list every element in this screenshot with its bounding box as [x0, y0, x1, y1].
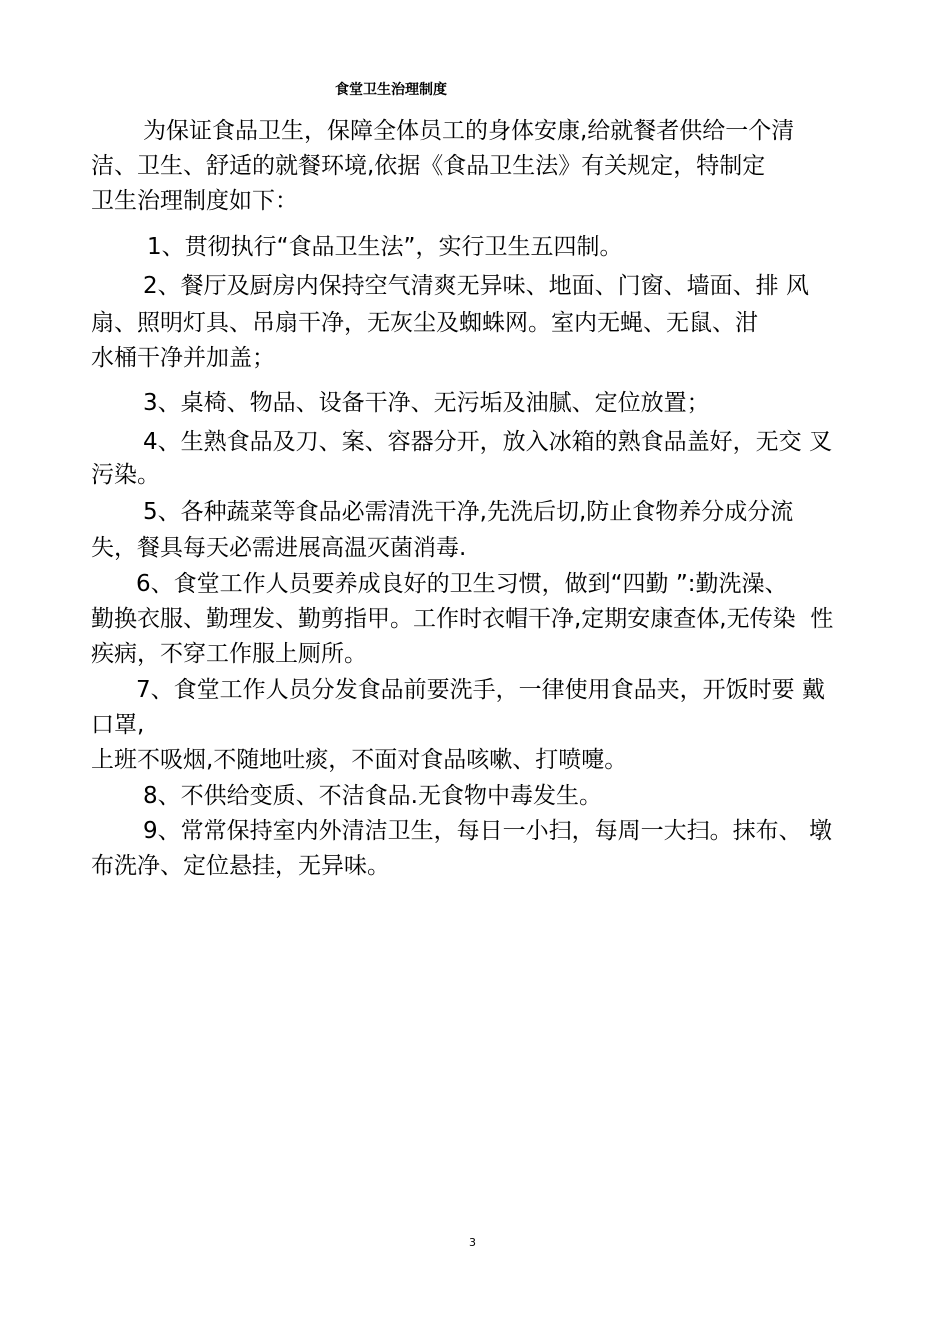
text-line: 布洗净、定位悬挂，无异味。: [91, 853, 390, 879]
text-line: 卫生治理制度如下：: [91, 188, 298, 214]
text-line: 4、生熟食品及刀、案、容器分开，放入冰箱的熟食品盖好，无交 叉: [143, 429, 832, 455]
text-line: 勤换衣服、勤理发、勤剪指甲。工作时衣帽干净,定期安康查体,无传染 性: [91, 606, 834, 632]
text-line: 8、不供给变质、不洁食品.无食物中毒发生。: [143, 783, 602, 809]
text-line: 5、各种蔬菜等食品必需清洗干净,先洗后切,防止食物养分成分流: [143, 499, 794, 525]
text-line: 污染。: [91, 462, 160, 488]
text-line: 6、食堂工作人员要养成良好的卫生习惯，做到“四勤 ”:勤洗澡、: [136, 571, 788, 597]
text-line: 疾病，不穿工作服上厕所。: [91, 641, 367, 667]
document-title: 食堂卫生治理制度: [335, 82, 447, 98]
text-line: 洁、卫生、舒适的就餐环境,依据《食品卫生法》有关规定，特制定: [91, 153, 766, 179]
page-number: 3: [469, 1236, 476, 1249]
text-line: 失，餐具每天必需进展高温灭菌消毒.: [91, 535, 467, 561]
text-line: 9、常常保持室内外清洁卫生，每日一小扫，每周一大扫。抹布、 墩: [143, 818, 832, 844]
text-line: 口罩,: [91, 712, 145, 738]
text-line: 为保证食品卫生，保障全体员工的身体安康,给就餐者供给一个清: [143, 118, 795, 144]
text-line: 3、桌椅、物品、设备干净、无污垢及油腻、定位放置；: [143, 390, 710, 416]
text-line: 1、贯彻执行“食品卫生法”，实行卫生五四制。: [147, 234, 623, 260]
text-line: 水桶干净并加盖；: [91, 345, 275, 371]
text-line: 扇、照明灯具、吊扇干净，无灰尘及蜘蛛网。室内无蝇、无鼠、泔: [91, 310, 758, 336]
text-line: 2、餐厅及厨房内保持空气清爽无异味、地面、门窗、墙面、排 风: [143, 273, 809, 299]
text-line: 7、食堂工作人员分发食品前要洗手，一律使用食品夹，开饭时要 戴: [136, 677, 825, 703]
text-line: 上班不吸烟,不随地吐痰，不面对食品咳嗽、打喷嚏。: [91, 747, 628, 773]
